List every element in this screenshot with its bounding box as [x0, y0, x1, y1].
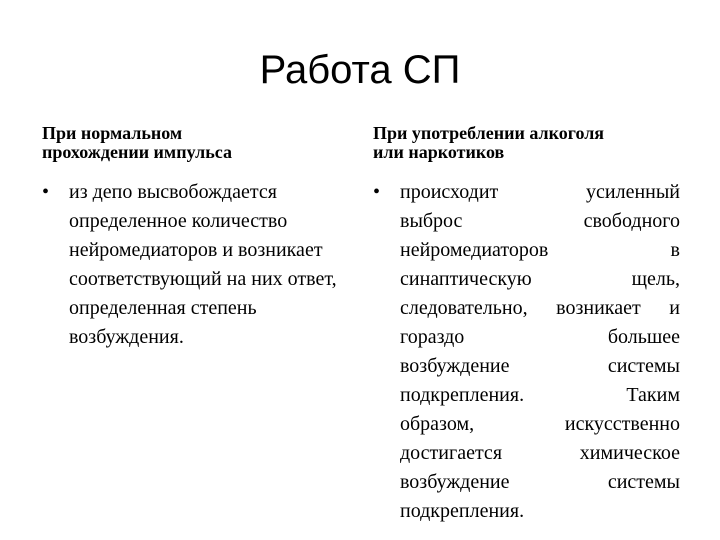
left-bullet-item: [42, 178, 342, 352]
right-text-line: синаптическую щель,: [400, 268, 680, 290]
bullet-icon: •: [373, 181, 381, 203]
right-text-line: выброс свободного: [400, 210, 680, 232]
left-column: [42, 124, 342, 352]
right-text-line: образом, искусственно: [400, 413, 680, 435]
right-text-line: достигается химическое: [400, 442, 680, 464]
right-bullet-item: [373, 178, 680, 526]
right-text-line: возбуждение системы: [400, 355, 680, 377]
right-heading: [373, 124, 680, 162]
slide-title: Работа СП: [259, 48, 461, 92]
right-text-line: подкрепления.: [400, 500, 525, 522]
right-text-line: следовательно, возникает и: [400, 297, 680, 319]
right-heading-line-2: или наркотиков: [373, 142, 505, 162]
right-text-line: подкрепления. Таким: [400, 384, 680, 406]
left-bullet-text: из депо высвобождается определенное количество нейромедиаторов и возникает соответствующий на них ответ, определенная степень возбуждения.: [69, 181, 337, 348]
left-heading-line-2: прохождении импульса: [42, 142, 232, 162]
bullet-icon: •: [42, 181, 50, 203]
right-text-line: нейромедиаторов в: [400, 239, 680, 261]
right-text-line: происходит усиленный: [400, 181, 680, 203]
right-column: [373, 124, 680, 526]
right-text-line: гораздо большее: [400, 326, 680, 348]
left-heading-line-1: При нормальном: [42, 123, 183, 143]
left-heading: [42, 124, 342, 162]
right-heading-line-1: При употреблении алкоголя: [373, 123, 605, 143]
right-text-line: возбуждение системы: [400, 471, 680, 493]
